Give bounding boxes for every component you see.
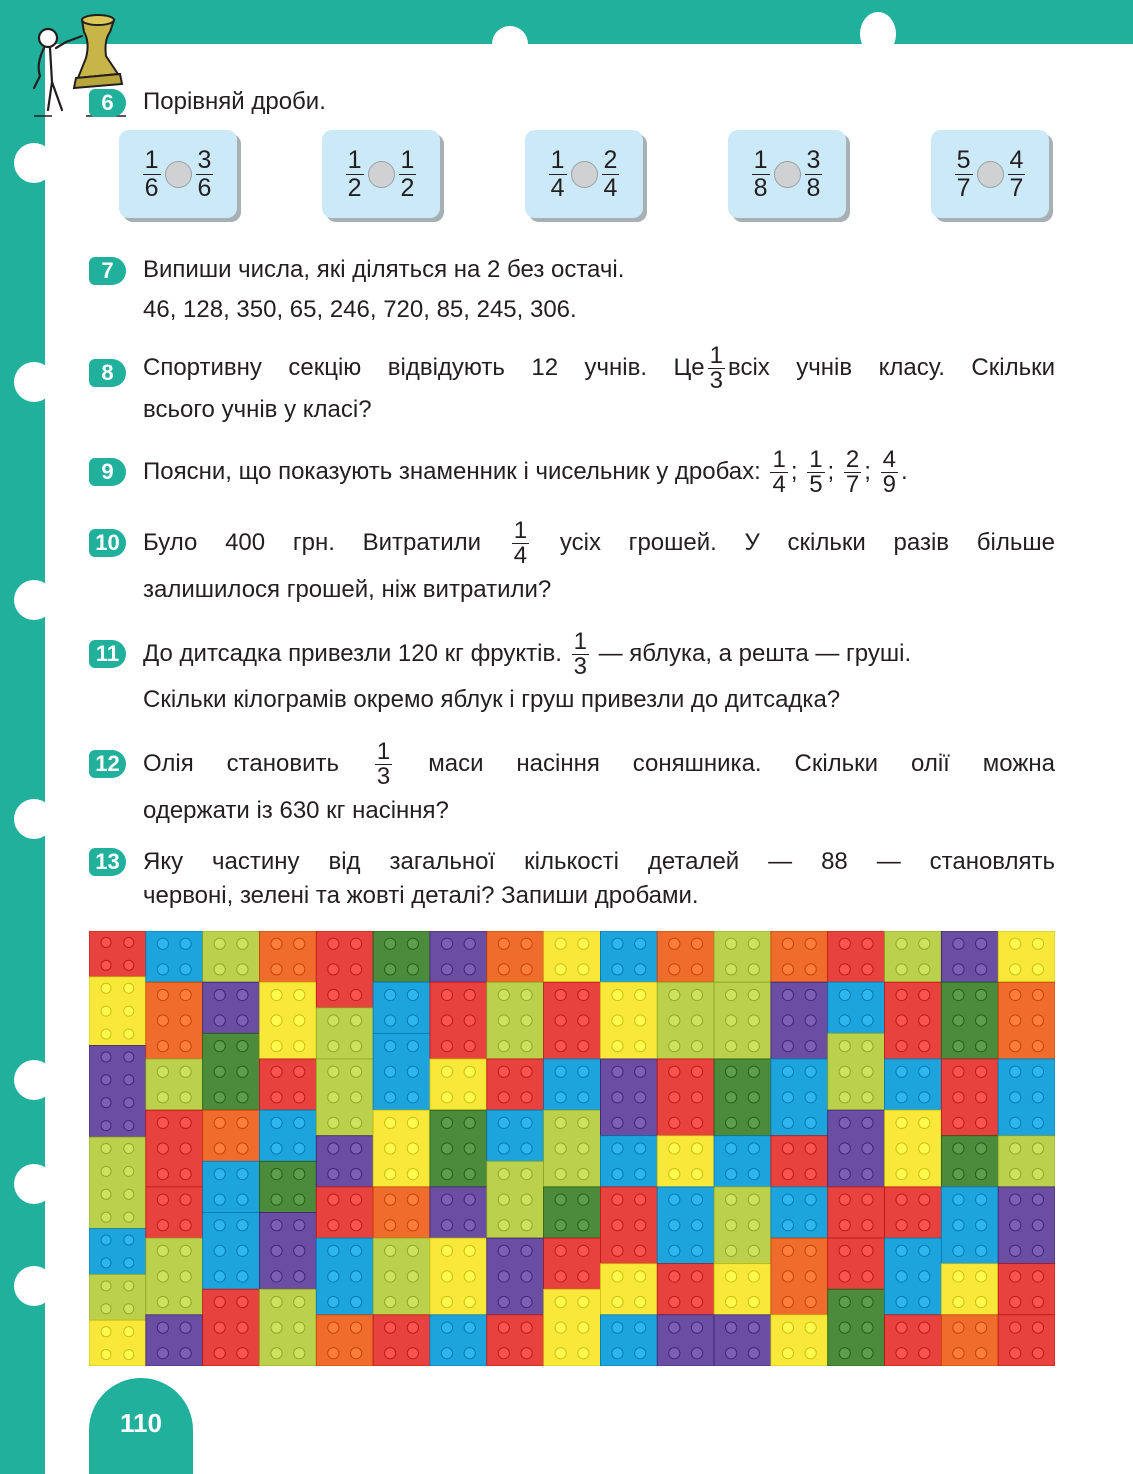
fraction: $\frac{2}{4}$ — [603, 145, 618, 202]
lego-brick — [259, 1059, 316, 1110]
task-text-line: До дитсадка привезли 120 кг фруктів. $\frac{1}{3}$ — яблука, а решта — груші. — [143, 628, 912, 681]
lego-brick — [714, 1264, 771, 1315]
fraction: $\frac{4}{7}$ — [1009, 145, 1024, 202]
lego-brick — [316, 1315, 373, 1366]
fraction: $\frac{3}{8}$ — [806, 145, 821, 202]
lego-brick — [600, 1315, 657, 1366]
lego-brick — [316, 1059, 373, 1136]
lego-brick — [600, 1059, 657, 1136]
task-number: 6 — [89, 89, 126, 117]
lego-brick — [430, 982, 487, 1059]
lego-brick — [941, 1059, 998, 1136]
lego-brick — [885, 1315, 942, 1366]
lego-brick — [487, 1161, 544, 1238]
lego-brick — [89, 1137, 146, 1229]
lego-brick — [657, 1315, 714, 1366]
lego-brick — [885, 1059, 942, 1110]
lego-brick — [259, 1289, 316, 1366]
lego-brick — [600, 1264, 657, 1315]
comparison-sign-circle[interactable] — [368, 161, 395, 188]
task-text-line: Яку частину від загальної кількості деталей — 88 — становлять — [143, 848, 1055, 875]
comparison-sign-circle[interactable] — [774, 161, 801, 188]
lego-brick — [146, 982, 203, 1059]
task-13 — [89, 845, 1055, 913]
lego-brick — [600, 982, 657, 1059]
lego-brick — [941, 982, 998, 1059]
lego-brick — [714, 982, 771, 1059]
fraction-comparison-row — [119, 130, 1049, 222]
task-number: 9 — [89, 458, 126, 486]
fraction: $\frac{3}{6}$ — [197, 145, 212, 202]
border-notch — [14, 1164, 54, 1204]
lego-brick — [828, 1110, 885, 1187]
lego-brick — [998, 1264, 1055, 1315]
fraction: $\frac{1}{3}$ — [376, 738, 391, 791]
lego-brick — [600, 931, 657, 982]
lego-brick — [714, 931, 771, 982]
lego-brick — [316, 1136, 373, 1187]
lego-brick — [544, 1110, 601, 1187]
lego-brick — [203, 1289, 260, 1366]
task-number: 8 — [89, 359, 126, 387]
lego-brick — [828, 982, 885, 1033]
lego-brick — [544, 982, 601, 1059]
task-number: 12 — [89, 750, 126, 778]
fraction: $\frac{1}{3}$ — [573, 628, 587, 681]
comparison-card — [931, 130, 1049, 218]
border-notch — [14, 362, 54, 402]
border-notch — [492, 26, 528, 62]
lego-brick — [146, 1110, 203, 1187]
task-11 — [89, 624, 1055, 716]
fraction: $\frac{1}{3}$ — [709, 342, 723, 394]
lego-brick — [430, 1187, 487, 1238]
lego-brick — [600, 1187, 657, 1264]
task-text-line: одержати із 630 кг насіння? — [143, 797, 449, 824]
lego-brick — [714, 1059, 771, 1136]
lego-brick — [146, 1238, 203, 1315]
fraction: $\frac{5}{7}$ — [956, 145, 971, 202]
left-border — [0, 0, 45, 1474]
task-text-line: Скільки кілограмів окремо яблук і груш привезли до дитсадка? — [143, 686, 841, 713]
lego-brick — [203, 1161, 260, 1212]
lego-brick — [828, 1187, 885, 1238]
lego-brick — [430, 931, 487, 982]
border-notch — [860, 12, 896, 56]
lego-brick — [146, 1315, 203, 1366]
lego-brick — [259, 1161, 316, 1212]
fraction: $\frac{1}{4}$ — [772, 446, 786, 499]
comparison-card — [119, 130, 237, 218]
lego-brick — [544, 1187, 601, 1238]
lego-brick — [430, 1059, 487, 1110]
task-text-line: Було 400 грн. Витратили $\frac{1}{4}$ усіх грошей. У скільки разів більше — [143, 517, 1055, 570]
lego-brick — [657, 1059, 714, 1136]
task-10 — [89, 513, 1055, 607]
lego-brick — [203, 1033, 260, 1110]
lego-brick — [885, 982, 942, 1059]
lego-brick — [316, 1238, 373, 1315]
lego-brick — [430, 1238, 487, 1315]
lego-brick — [657, 1264, 714, 1315]
task-text-line: Олія становить $\frac{1}{3}$ маси насіння соняшника. Скільки олії можна — [143, 738, 1055, 791]
fraction: $\frac{1}{2}$ — [347, 145, 362, 202]
task-text-line: червоні, зелені та жовті деталі? Запиши дробами. — [143, 882, 699, 909]
lego-brick — [771, 1187, 828, 1238]
lego-brick — [373, 1238, 430, 1315]
comparison-sign-circle[interactable] — [571, 161, 598, 188]
task-text-line: Поясни, що показують знаменник і чисельник у дробах: $\frac{1}{4}$ ; $\frac{1}{5}$ ; $\frac{2}{7}$ ; $\frac{4}{9}$ . — [143, 446, 908, 499]
task-number: 7 — [89, 257, 126, 285]
lego-brick — [544, 931, 601, 982]
lego-brick — [487, 982, 544, 1059]
lego-brick — [657, 931, 714, 982]
lego-brick — [771, 1059, 828, 1136]
lego-brick — [714, 1187, 771, 1264]
lego-brick — [828, 1238, 885, 1289]
lego-brick — [885, 931, 942, 982]
task-12 — [89, 734, 1055, 828]
lego-brick — [828, 1033, 885, 1110]
lego-brick — [941, 1187, 998, 1264]
lego-brick — [487, 1059, 544, 1110]
lego-brick — [828, 1289, 885, 1366]
task-6 — [89, 84, 1055, 120]
task-text-line: всього учнів у класі? — [143, 396, 372, 423]
comparison-card — [525, 130, 643, 218]
lego-brick — [316, 931, 373, 1008]
lego-brick — [771, 1136, 828, 1187]
lego-brick — [259, 931, 316, 982]
lego-brick — [657, 1187, 714, 1264]
lego-brick — [828, 931, 885, 982]
lego-brick — [259, 982, 316, 1059]
lego-brick — [203, 931, 260, 982]
border-notch — [14, 799, 54, 839]
lego-brick — [203, 982, 260, 1033]
task-number: 11 — [89, 640, 126, 668]
fraction: $\frac{1}{4}$ — [550, 145, 565, 202]
lego-brick — [487, 1110, 544, 1161]
lego-brick — [771, 1238, 828, 1315]
lego-brick — [941, 1136, 998, 1187]
lego-brick — [998, 1187, 1055, 1264]
task-number: 10 — [89, 529, 126, 557]
page-number: 110 — [89, 1378, 193, 1474]
lego-brick — [998, 1315, 1055, 1366]
task-9 — [89, 442, 1055, 502]
lego-brick — [487, 1238, 544, 1315]
lego-brick — [89, 977, 146, 1046]
lego-brick — [259, 1212, 316, 1289]
lego-brick — [998, 1059, 1055, 1136]
lego-brick — [373, 1315, 430, 1366]
lego-brick — [89, 1045, 146, 1137]
task-text: Порівняй дроби. — [143, 88, 326, 115]
lego-brick — [885, 1238, 942, 1315]
lego-brick — [89, 1229, 146, 1275]
border-notch — [14, 1060, 54, 1100]
lego-brick — [146, 1059, 203, 1110]
fraction: $\frac{1}{4}$ — [513, 517, 528, 570]
lego-brick — [941, 1315, 998, 1366]
fraction: $\frac{4}{9}$ — [882, 446, 896, 499]
comparison-card — [322, 130, 440, 218]
lego-brick — [316, 1008, 373, 1059]
lego-brick — [203, 1212, 260, 1289]
lego-brick — [316, 1187, 373, 1238]
lego-brick — [998, 1136, 1055, 1187]
task-7 — [89, 250, 1055, 330]
lego-brick — [146, 1187, 203, 1238]
lego-brick — [203, 1110, 260, 1161]
lego-brick — [373, 1187, 430, 1238]
lego-brick — [544, 1238, 601, 1289]
lego-brick — [885, 1110, 942, 1187]
lego-brick — [89, 1274, 146, 1320]
lego-brick — [373, 1110, 430, 1187]
lego-brick — [600, 1136, 657, 1187]
lego-brick — [941, 1264, 998, 1315]
border-notch — [14, 1266, 54, 1306]
fraction: $\frac{2}{7}$ — [845, 446, 860, 499]
lego-brick — [146, 931, 203, 982]
lego-brick — [941, 931, 998, 982]
lego-brick — [487, 931, 544, 982]
task-text-line: Спортивну секцію відвідують 12 учнів. Це $\frac{1}{3}$ всіх учнів класу. Скільки — [143, 342, 1056, 394]
comparison-sign-circle[interactable] — [165, 161, 192, 188]
lego-brick — [657, 1136, 714, 1187]
fraction: $\frac{1}{2}$ — [400, 145, 415, 202]
lego-brick — [430, 1110, 487, 1187]
lego-brick — [373, 982, 430, 1033]
lego-brick — [544, 1059, 601, 1110]
task-text-line: залишилося грошей, ніж витратили? — [143, 576, 552, 603]
lego-brick — [259, 1110, 316, 1161]
number-list: 46, 128, 350, 65, 246, 720, 85, 245, 306. — [143, 296, 577, 323]
lego-brick — [89, 931, 146, 977]
lego-brick — [544, 1289, 601, 1366]
lego-brick — [998, 982, 1055, 1059]
lego-brick — [771, 931, 828, 982]
lego-brick — [771, 1315, 828, 1366]
fraction: $\frac{1}{5}$ — [809, 446, 823, 499]
lego-bricks-image — [89, 931, 1055, 1366]
comparison-sign-circle[interactable] — [977, 161, 1004, 188]
lego-brick — [373, 1033, 430, 1110]
lego-brick — [657, 982, 714, 1059]
lego-brick — [771, 982, 828, 1059]
task-number: 13 — [89, 848, 126, 876]
lego-brick — [885, 1187, 942, 1238]
task-text: Випиши числа, які діляться на 2 без остачі. — [143, 256, 625, 283]
lego-brick — [998, 931, 1055, 982]
border-notch — [14, 580, 54, 620]
comparison-card — [728, 130, 846, 218]
lego-brick — [373, 931, 430, 982]
border-notch — [14, 143, 54, 183]
lego-brick — [430, 1315, 487, 1366]
lego-brick — [487, 1315, 544, 1366]
task-8 — [89, 344, 1055, 427]
lego-brick — [714, 1136, 771, 1187]
top-border — [0, 0, 1133, 44]
fraction: $\frac{1}{8}$ — [753, 145, 768, 202]
fraction: $\frac{1}{6}$ — [144, 145, 159, 202]
lego-brick — [714, 1315, 771, 1366]
lego-brick — [89, 1320, 146, 1366]
